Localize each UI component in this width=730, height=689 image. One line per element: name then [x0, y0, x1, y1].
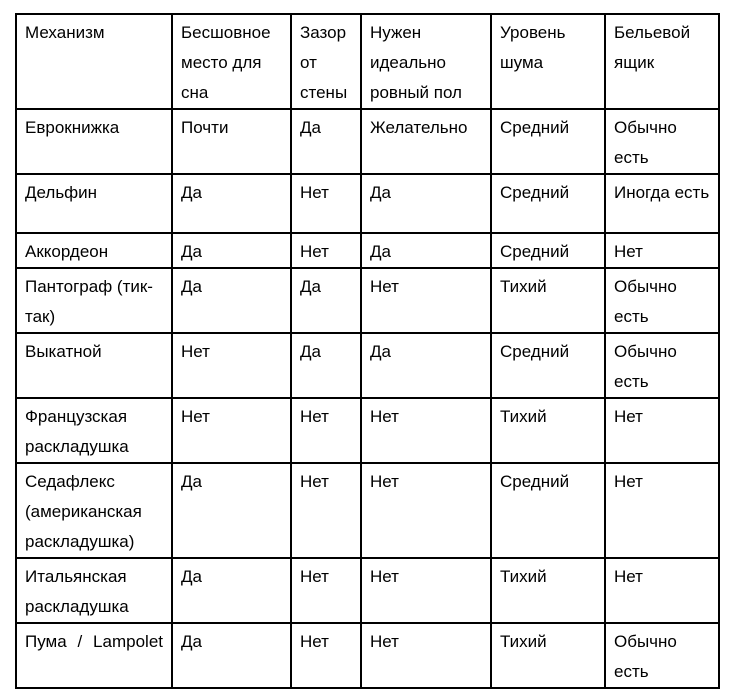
- table-cell: Средний: [491, 233, 605, 268]
- mechanism-name-cell: Выкатной: [16, 333, 172, 398]
- mechanism-name-cell: Дельфин: [16, 174, 172, 233]
- table-cell: Да: [172, 174, 291, 233]
- mechanism-comparison-table: [15, 13, 720, 689]
- table-cell: Тихий: [491, 558, 605, 623]
- table-cell: Иногда есть: [605, 174, 719, 233]
- table-cell: Да: [361, 174, 491, 233]
- table-cell: Нет: [361, 463, 491, 558]
- table-cell: Да: [361, 333, 491, 398]
- table-row: [16, 623, 719, 688]
- table-cell: Обычно есть: [605, 623, 719, 688]
- mechanism-name-cell: Пума / Lampolet: [16, 623, 172, 688]
- table-cell: Средний: [491, 174, 605, 233]
- table-cell: Нет: [361, 398, 491, 463]
- table-cell: Нет: [361, 268, 491, 333]
- table-cell: Нет: [172, 398, 291, 463]
- header-row: [16, 14, 719, 109]
- table-row: [16, 558, 719, 623]
- table-cell: Обычно есть: [605, 333, 719, 398]
- table-cell: Почти: [172, 109, 291, 174]
- table-cell: Да: [172, 623, 291, 688]
- table-cell: Нет: [605, 398, 719, 463]
- table-cell: Тихий: [491, 623, 605, 688]
- table-cell: Нет: [291, 463, 361, 558]
- table-row: [16, 268, 719, 333]
- table-cell: Нет: [361, 558, 491, 623]
- header-cell: Уровень шума: [491, 14, 605, 109]
- table-cell: Нет: [361, 623, 491, 688]
- mechanism-name-cell: Итальянская раскладушка: [16, 558, 172, 623]
- table-cell: Средний: [491, 333, 605, 398]
- table-cell: Нет: [291, 398, 361, 463]
- table-cell: Да: [172, 233, 291, 268]
- mechanism-name-cell: Французская раскладушка: [16, 398, 172, 463]
- table-row: [16, 333, 719, 398]
- table-cell: Да: [172, 558, 291, 623]
- header-cell: Бельевой ящик: [605, 14, 719, 109]
- table-cell: Да: [172, 463, 291, 558]
- cut-off-text-fragment: [14, 644, 22, 652]
- table-row: [16, 174, 719, 233]
- mechanism-name-cell: Пантограф (тик-так): [16, 268, 172, 333]
- table-cell: Да: [172, 268, 291, 333]
- table-cell: Нет: [291, 558, 361, 623]
- table-cell: Нет: [605, 463, 719, 558]
- table-cell: Да: [291, 333, 361, 398]
- header-cell: Зазор от стены: [291, 14, 361, 109]
- table-cell: Нет: [291, 233, 361, 268]
- table-cell: Да: [291, 109, 361, 174]
- table-row: [16, 463, 719, 558]
- header-cell: Нужен идеально ровный пол: [361, 14, 491, 109]
- mechanism-name-cell: Еврокнижка: [16, 109, 172, 174]
- table-cell: Тихий: [491, 398, 605, 463]
- table-cell: Нет: [172, 333, 291, 398]
- table-cell: Нет: [291, 174, 361, 233]
- table-cell: Средний: [491, 463, 605, 558]
- table-cell: Обычно есть: [605, 109, 719, 174]
- mechanism-name-cell: Седафлекс (американская раскладушка): [16, 463, 172, 558]
- table-cell: Обычно есть: [605, 268, 719, 333]
- table-cell: Нет: [291, 623, 361, 688]
- table-cell: Да: [361, 233, 491, 268]
- table-row: [16, 233, 719, 268]
- table-row: [16, 398, 719, 463]
- table-cell: Средний: [491, 109, 605, 174]
- table-cell: Желательно: [361, 109, 491, 174]
- table-cell: Тихий: [491, 268, 605, 333]
- table-cell: Нет: [605, 558, 719, 623]
- header-cell: Механизм: [16, 14, 172, 109]
- table-cell: Да: [291, 268, 361, 333]
- mechanism-name-cell: Аккордеон: [16, 233, 172, 268]
- header-cell: Бесшовное место для сна: [172, 14, 291, 109]
- table-cell: Нет: [605, 233, 719, 268]
- table-row: [16, 109, 719, 174]
